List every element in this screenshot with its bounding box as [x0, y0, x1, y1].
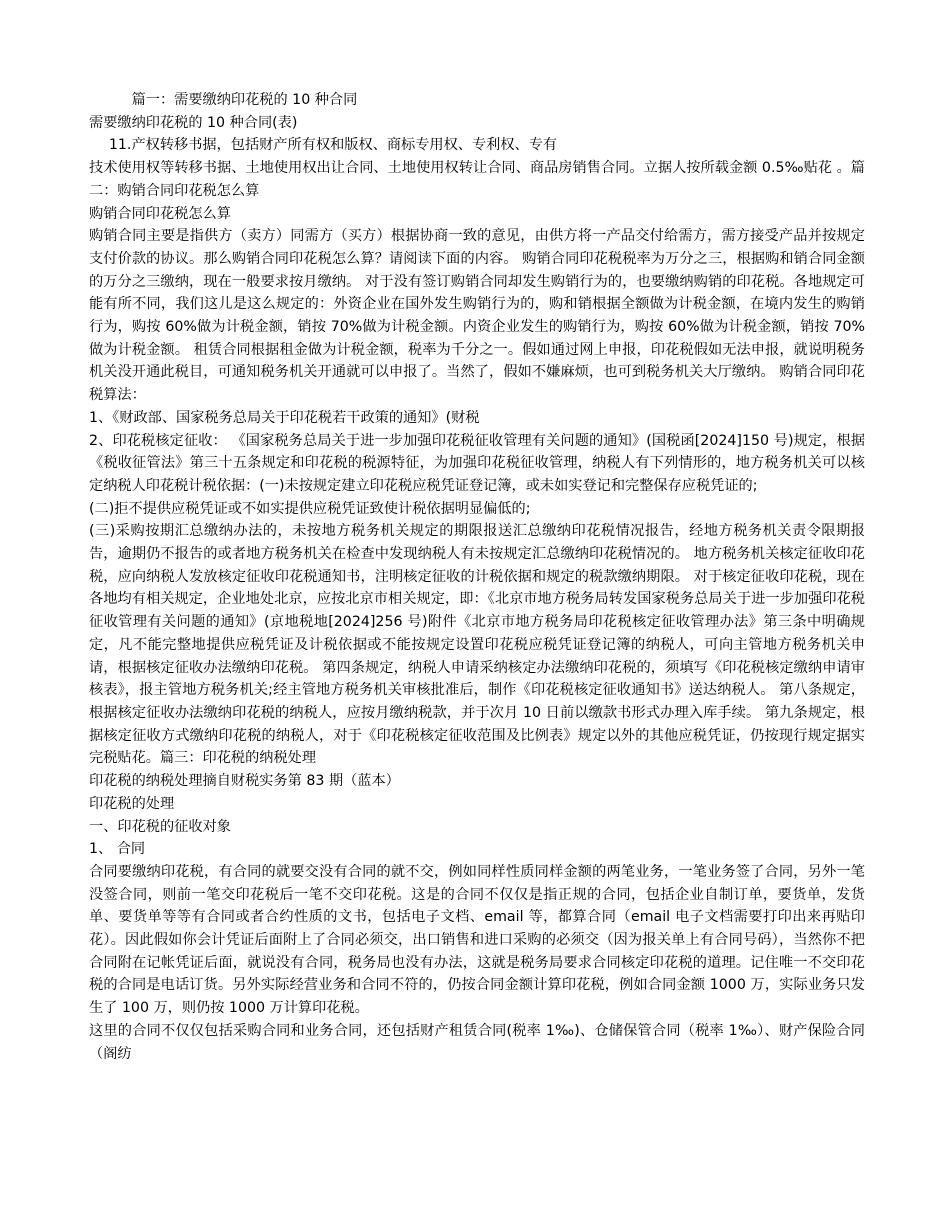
paragraph: 需要缴纳印花税的 10 种合同(表)	[89, 114, 298, 131]
paragraph: 11.产权转移书据，包括财产所有权和版权、商标专用权、专利权、专有	[108, 137, 558, 154]
paragraph: 这里的合同不仅仅包括采购合同和业务合同，还包括财产租赁合同(税率 1‰)、仓储保管合同（税率 1‰）、财产保险合同（阁纺	[89, 1022, 865, 1062]
paragraph: (三)采购按期汇总缴纳办法的，未按地方税务机关规定的期限报送汇总缴纳印花税情况报告，经地方税务机关责令限期报告，逾期仍不报告的或者地方税务机关在检查中发现纳税人有未按规定汇总缴纳印花税情况的。 地方税务机关核定征收印花税，应向纳税人发放核定征收印花税通知书，注明核定征收的计税依据和规定的税款缴纳期限。 对于核定征收印花税，现在各地均有相关规定，企业地处北京，应按北京市相关规定，即：《北京市地方税务局转发国家税务总局关于进一步加强印花税征收管理有关问题的通知》(京地税地[2024]256 号)附件《北京市地方税务局印花税核定征收管理办法》第三条中明确规定，凡不能完整地提供应税凭证及计税依据或不能按规定设置印花税应税凭证登记簿的纳税人，可向主管地方税务机关申请，根据核定征收办法缴纳印花税。 第四条规定，纳税人申请采纳核定办法缴纳印花税的，须填写《印花税核定缴纳申请审核表》，报主管地方税务机关;经主管地方税务机关审核批准后，制作《印花税核定征收通知书》送达纳税人。 第八条规定，根据核定征收办法缴纳印花税的纳税人，应按月缴纳税款，并于次月 10 日前以缴款书形式办理入库手续。 第九条规定，根据核定征收方式缴纳印花税的纳税人，对于《印花税核定征收范围及比例表》规定以外的其他应税凭证，仍按现行规定据实完税贴花。篇三：印花税的纳税处理	[89, 523, 865, 767]
paragraph: 篇一：需要缴纳印花税的 10 种合同	[131, 92, 358, 108]
paragraph: 2、印花税核定征收： 《国家税务总局关于进一步加强印花税征收管理有关问题的通知》(国税函[2024]150 号)规定，根据《税收征管法》第三十五条规定和印花税的税源特征，为加强印花税征收管理，纳税人有下列情形的，地方税务机关可以核定纳税人印花税计税依据：(一)未按规定建立印花税应税凭证登记簿，或未如实登记和完整保存应税凭证的;	[89, 432, 865, 494]
paragraph: 1、 合同	[89, 841, 146, 858]
document-body	[89, 89, 865, 1065]
paragraph: 印花税的纳税处理摘自财税实务第 83 期（蓝本）	[89, 773, 400, 790]
paragraph: 合同要缴纳印花税，有合同的就要交没有合同的就不交，例如同样性质同样金额的两笔业务，一笔业务签了合同，另外一笔没签合同，则前一笔交印花税后一笔不交印花税。这是的合同不仅仅是指正规的合同，包括企业自制订单，要货单，发货单、要货单等等有合同或者合约性质的文书，包括电子文档、email 等，都算合同（email 电子文档需要打印出来再贴印花）。因此假如你会计凭证后面附上了合同必须交，出口销售和进口采购的必须交（因为报关单上有合同号码），当然你不把合同附在记帐凭证后面，就说没有合同，税务局也没有办法，这就是税务局要求合同核定印花税的道理。记住唯一不交印花税的合同是电话订货。另外实际经营业务和合同不符的，仍按合同金额计算印花税，例如合同金额 1000 万，实际业务只发生了 100 万，则仍按 1000 万计算印花税。	[89, 863, 865, 1017]
paragraph: 购销合同主要是指供方（卖方）同需方（买方）根据协商一致的意见，由供方将一产品交付给需方，需方接受产品并按规定支付价款的协议。那么购销合同印花税怎么算？请阅读下面的内容。 购销合同印花税税率为万分之三，根据购和销合同金额的万分之三缴纳，现在一般要求按月缴纳。 对于没有签订购销合同却发生购销行为的，也要缴纳购销的印花税。各地规定可能有所不同，我们这儿是这么规定的：外资企业在国外发生购销行为的，购和销根据全额做为计税金额，在境内发生的购销行为，购按 60%做为计税金额，销按 70%做为计税金额。内资企业发生的购销行为，购按 60%做为计税金额，销按 70%做为计税金额。 租赁合同根据租金做为计税金额，税率为千分之一。假如通过网上申报，印花税假如无法申报，就说明税务机关没开通此税目，可通知税务机关开通就可以申报了。当然了，假如不嫌麻烦，也可到税务机关大厅缴纳。 购销合同印花税算法：	[89, 228, 865, 404]
paragraph: 一、印花税的征收对象	[89, 818, 231, 835]
paragraph: 1、《财政部、国家税务总局关于印花税若干政策的通知》(财税	[89, 409, 480, 426]
paragraph: 技术使用权等转移书据、土地使用权出让合同、土地使用权转让合同、商品房销售合同。立据人按所载金额 0.5‰贴花 。篇二：购销合同印花税怎么算	[89, 160, 865, 199]
paragraph: 印花税的处理	[89, 795, 175, 812]
paragraph: (二)拒不提供应税凭证或不如实提供应税凭证致使计税依据明显偏低的;	[89, 500, 531, 517]
paragraph: 购销合同印花税怎么算	[89, 205, 231, 222]
